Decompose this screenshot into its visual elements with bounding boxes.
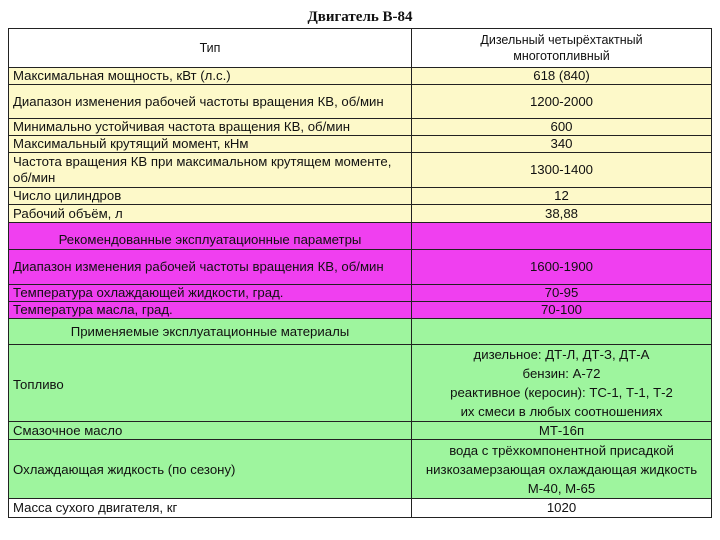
table-row <box>9 85 712 119</box>
spec-label: Рабочий объём, л <box>9 205 412 223</box>
spec-value: МТ-16п <box>412 422 712 440</box>
spec-label: Диапазон изменения рабочей частоты вращения КВ, об/мин <box>9 85 412 119</box>
type-value-line: многотопливный <box>513 49 610 63</box>
table-row <box>9 302 712 319</box>
spec-label: Число цилиндров <box>9 188 412 205</box>
table-row <box>9 499 712 518</box>
spec-value: 1200-2000 <box>412 85 712 119</box>
table-row <box>9 68 712 85</box>
spec-value: 1020 <box>412 499 712 518</box>
spec-value <box>412 345 712 422</box>
table-row <box>9 422 712 440</box>
type-value-line: Дизельный четырёхтактный <box>480 33 643 47</box>
spec-label: Топливо <box>9 345 412 422</box>
spec-label: Смазочное масло <box>9 422 412 440</box>
empty-cell <box>412 319 712 345</box>
spec-value: 38,88 <box>412 205 712 223</box>
type-label: Тип <box>9 29 412 68</box>
type-value <box>412 29 712 68</box>
spec-label: Температура масла, град. <box>9 302 412 319</box>
spec-value: 340 <box>412 136 712 153</box>
table-row <box>9 285 712 302</box>
fuel-line: бензин: А-72 <box>522 366 601 381</box>
spec-label: Масса сухого двигателя, кг <box>9 499 412 518</box>
spec-value: 1300-1400 <box>412 153 712 188</box>
spec-label: Максимальная мощность, кВт (л.с.) <box>9 68 412 85</box>
spec-value <box>412 440 712 499</box>
table-row <box>9 188 712 205</box>
fuel-line: реактивное (керосин): ТС-1, Т-1, Т-2 <box>450 385 673 400</box>
table-row-type <box>9 29 712 68</box>
spec-value: 70-100 <box>412 302 712 319</box>
spec-label: Минимально устойчивая частота вращения КВ, об/мин <box>9 119 412 136</box>
spec-value: 70-95 <box>412 285 712 302</box>
fuel-line: их смеси в любых соотношениях <box>460 404 663 419</box>
spec-label: Температура охлаждающей жидкости, град. <box>9 285 412 302</box>
section-header-operating <box>9 223 712 250</box>
spec-label: Диапазон изменения рабочей частоты вращения КВ, об/мин <box>9 250 412 285</box>
empty-cell <box>412 223 712 250</box>
spec-value: 1600-1900 <box>412 250 712 285</box>
spec-value: 600 <box>412 119 712 136</box>
section-header-materials <box>9 319 712 345</box>
engine-spec-table <box>8 28 712 518</box>
section-title: Применяемые эксплуатационные материалы <box>9 319 412 345</box>
spec-value: 12 <box>412 188 712 205</box>
coolant-line: низкозамерзающая охлаждающая жидкость <box>425 462 698 477</box>
table-row <box>9 136 712 153</box>
spec-label: Максимальный крутящий момент, кНм <box>9 136 412 153</box>
fuel-line: дизельное: ДТ-Л, ДТ-З, ДТ-А <box>473 347 650 362</box>
spec-value: 618 (840) <box>412 68 712 85</box>
page-title: Двигатель В-84 <box>307 9 413 25</box>
table-row <box>9 153 712 188</box>
coolant-line: вода с трёхкомпонентной присадкой <box>449 443 674 458</box>
table-row <box>9 119 712 136</box>
table-row <box>9 205 712 223</box>
coolant-line: М-40, М-65 <box>527 481 596 496</box>
spec-label: Частота вращения КВ при максимальном крутящем моменте, об/мин <box>9 153 412 188</box>
table-row-fuel <box>9 345 712 422</box>
section-title: Рекомендованные эксплуатационные параметры <box>9 223 412 250</box>
table-row-coolant <box>9 440 712 499</box>
spec-label: Охлаждающая жидкость (по сезону) <box>9 440 412 499</box>
table-row <box>9 250 712 285</box>
